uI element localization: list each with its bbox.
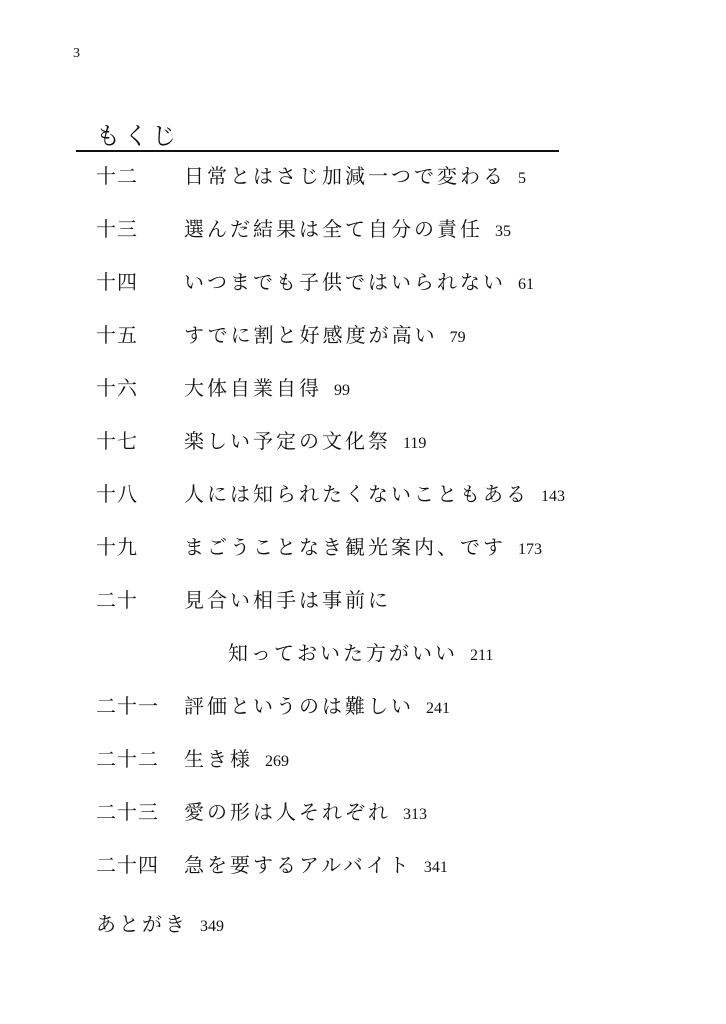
chapter-title: 見合い相手は事前に [184, 588, 391, 612]
toc-entry[interactable] [96, 319, 656, 351]
chapter-title-text: いつまでも子供ではいられない [184, 270, 506, 294]
toc-entry[interactable] [96, 372, 656, 404]
toc-entry[interactable] [96, 690, 656, 722]
chapter-number: 十六 [96, 376, 138, 400]
toc-entry[interactable] [96, 160, 656, 192]
chapter-title [184, 266, 534, 301]
chapter-title-text: 日常とはさじ加減一つで変わる [184, 164, 506, 188]
page-number: 3 [73, 46, 80, 61]
toc-entry[interactable] [96, 478, 656, 510]
page-reference: 5 [518, 170, 526, 187]
chapter-title [184, 319, 466, 354]
chapter-title [184, 690, 450, 725]
page-reference: 241 [426, 700, 450, 717]
page-reference: 341 [423, 859, 448, 876]
chapter-title-text: 生き様 [184, 747, 253, 771]
toc-entry[interactable] [96, 743, 656, 775]
chapter-title-text: 愛の形は人それぞれ [184, 800, 391, 824]
chapter-number: 十二 [96, 164, 138, 188]
page-reference: 173 [518, 541, 542, 558]
chapter-title-text: 大体自業自得 [184, 376, 322, 400]
toc-entry-continuation[interactable] [228, 637, 668, 669]
chapter-number: 十三 [96, 217, 138, 241]
chapter-number: 二十二 [96, 747, 159, 771]
chapter-title [184, 849, 448, 884]
chapter-title [184, 743, 289, 778]
chapter-number: 十九 [96, 535, 138, 559]
chapter-title [184, 160, 526, 195]
chapter-title [184, 213, 511, 248]
toc-entry[interactable] [96, 266, 656, 298]
page-reference: 211 [470, 647, 494, 664]
chapter-title [184, 531, 542, 566]
page-reference: 61 [518, 276, 534, 293]
page-reference: 313 [403, 806, 427, 823]
toc-entry[interactable] [96, 849, 656, 881]
toc-entry[interactable] [96, 213, 656, 245]
page-reference: 79 [449, 329, 466, 346]
toc-entry[interactable] [96, 531, 656, 563]
chapter-title [184, 425, 426, 460]
chapter-title [184, 372, 350, 407]
chapter-title-continued: 知っておいた方がいい [228, 641, 458, 665]
toc-heading: もくじ [96, 122, 180, 150]
chapter-number: 二十四 [96, 853, 159, 877]
afterword-title: あとがき [96, 912, 188, 936]
page-reference: 349 [200, 918, 224, 935]
chapter-number: 十七 [96, 429, 138, 453]
toc-entry-afterword[interactable] [96, 908, 224, 940]
chapter-title-text: 評価というのは難しい [184, 694, 414, 718]
chapter-number: 十五 [96, 323, 138, 347]
chapter-number: 十四 [96, 270, 138, 294]
chapter-number: 十八 [96, 482, 138, 506]
page-reference: 99 [334, 382, 350, 399]
page-reference: 143 [541, 488, 565, 505]
chapter-title-text: 急を要するアルバイト [184, 853, 412, 877]
toc-entry[interactable] [96, 425, 656, 457]
page-reference: 269 [265, 753, 289, 770]
chapter-number: 二十一 [96, 694, 159, 718]
chapter-title-text: 楽しい予定の文化祭 [184, 429, 391, 453]
chapter-title-text: 人には知られたくないこともある [184, 482, 529, 506]
toc-entry[interactable] [96, 584, 656, 616]
chapter-number: 二十三 [96, 800, 159, 824]
page-reference: 119 [403, 435, 427, 452]
chapter-title [184, 796, 427, 831]
chapter-number: 二十 [96, 588, 138, 612]
page-reference: 35 [495, 223, 511, 240]
chapter-title-text: 選んだ結果は全て自分の責任 [184, 217, 483, 241]
chapter-title-text: まごうことなき観光案内、です [184, 535, 506, 559]
toc-entry[interactable] [96, 796, 656, 828]
chapter-title [184, 478, 565, 513]
chapter-title-text: すでに割と好感度が高い [184, 323, 438, 347]
